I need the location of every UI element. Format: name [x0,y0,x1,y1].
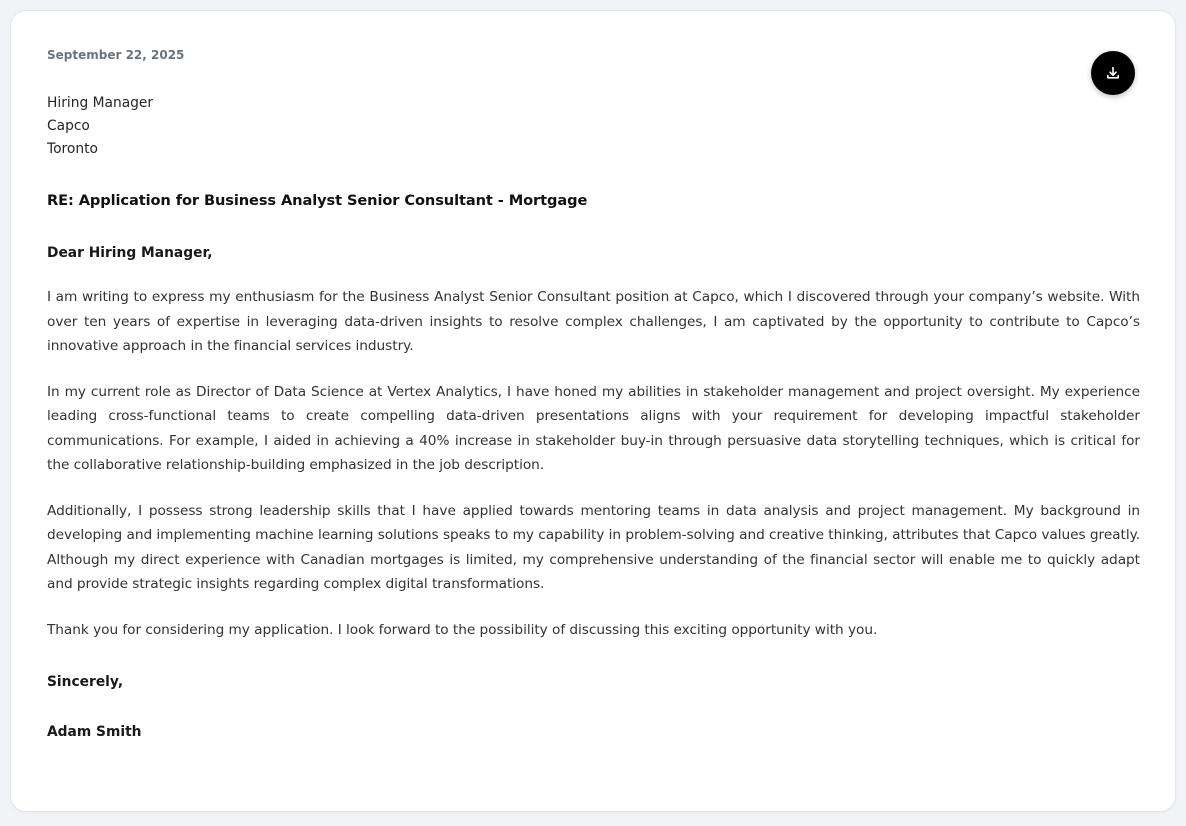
cover-letter-card [10,10,1176,812]
letter-signature: Adam Smith [47,724,142,740]
download-icon [1105,65,1121,81]
body-paragraph-2: In my current role as Director of Data Science at Vertex Analytics, I have honed my abilities in stakeholder management and project oversight. My experience leading cross-functional teams to create compelling data-driven presentations aligns with your requirement for developing impactful stakeholder communications. For example, I aided in achieving a 40% increase in stakeholder buy-in through persuasive data storytelling techniques, which is critical for the collaborative relationship-building emphasized in the job description. [47,383,1140,473]
letter-closing: Sincerely, [47,674,124,690]
body-paragraph-4: Thank you for considering my application. I look forward to the possibility of discussing this exciting opportunity with you. [47,621,878,638]
letter-date: September 22, 2025 [47,48,185,62]
body-paragraph-1: I am writing to express my enthusiasm for the Business Analyst Senior Consultant position at Capco, which I discovered through your company’s website. With over ten years of expertise in leveraging data-driven insights to resolve complex challenges, I am captivated by the opportunity to contribute to Capco’s innovative approach in the financial services industry. [47,289,1140,354]
recipient-city: Toronto [47,141,98,157]
body-paragraph-3: Additionally, I possess strong leadership skills that I have applied towards mentoring teams in data analysis and project management. My background in developing and implementing machine learning solutions speaks to my capability in problem-solving and creative thinking, attributes that Capco values greatly. Although my direct experience with Canadian mortgages is limited, my comprehensive understanding of the financial sector will enable me to quickly adapt and provide strategic insights regarding complex digital transformations. [47,502,1140,592]
recipient-company: Capco [47,118,90,134]
letter-subject: RE: Application for Business Analyst Senior Consultant - Mortgage [47,192,588,209]
recipient-block [47,92,1140,161]
letter-salutation: Dear Hiring Manager, [47,245,213,261]
recipient-name: Hiring Manager [47,95,154,111]
download-button[interactable] [1091,51,1135,95]
letter-content [47,47,1140,742]
